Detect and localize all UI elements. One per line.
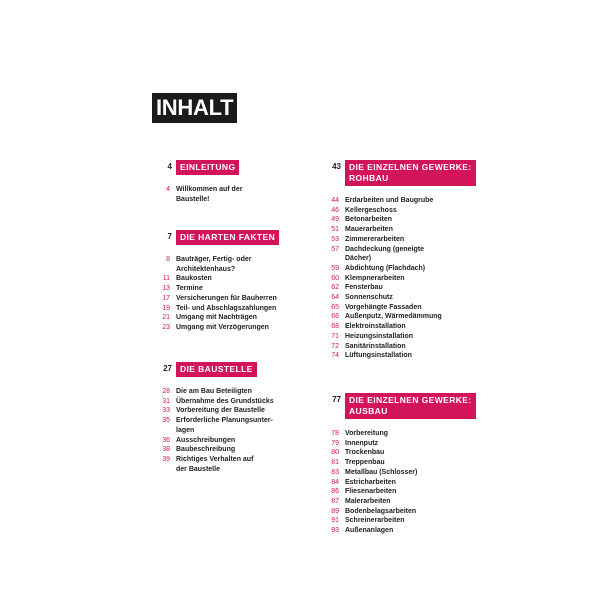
entry-title <box>176 455 253 474</box>
page-title: INHALT <box>152 93 237 123</box>
entry-title-line: Architektenhaus? <box>176 265 236 273</box>
entry-title-line: Elektroinstallation <box>345 323 406 331</box>
section-einleitung <box>144 160 242 204</box>
section-ausbau <box>313 393 476 536</box>
entry-page-number: 36 <box>162 436 170 444</box>
toc-entry <box>313 332 476 342</box>
entry-title <box>345 458 385 468</box>
toc-entry <box>144 436 274 446</box>
entry-page-number: 46 <box>331 206 339 214</box>
entry-title-line: Fliesenarbeiten <box>345 488 397 496</box>
entry-title <box>345 342 406 352</box>
entry-page-number: 53 <box>331 235 339 243</box>
entry-page-number: 79 <box>331 439 339 447</box>
entry-title-line: Baukosten <box>176 275 212 283</box>
section-title <box>345 160 476 186</box>
entry-title-line: Richtiges Verhalten auf <box>176 455 254 463</box>
entry-page-number: 49 <box>331 216 339 224</box>
entry-title <box>176 313 257 323</box>
entry-title <box>345 293 393 303</box>
entry-title-line: Erforderliche Planungsunter- <box>176 417 273 425</box>
entry-page-number: 66 <box>331 313 339 321</box>
toc-entry <box>144 445 274 455</box>
entry-title-line: Versicherungen für Bauherren <box>176 294 277 302</box>
section-heading <box>313 160 476 186</box>
entry-title-line: Erdarbeiten und Baugrube <box>345 197 434 204</box>
entry-title <box>176 284 203 294</box>
entry-page-number: 65 <box>331 303 339 311</box>
section-title-line: AUSBAU <box>349 406 388 416</box>
entry-title-line: Bodenbelagsarbeiten <box>345 507 417 515</box>
section-page-number: 43 <box>332 162 341 171</box>
entry-title <box>345 215 392 225</box>
entry-page-number: 62 <box>331 284 339 292</box>
toc-entry <box>313 507 476 517</box>
entry-page-number: 21 <box>162 314 170 322</box>
entry-list <box>144 255 279 333</box>
section-heading <box>313 393 476 419</box>
entry-title <box>345 429 388 439</box>
toc-entry <box>313 439 476 449</box>
entry-title-line: Fensterbau <box>345 284 383 292</box>
entry-page-number: 93 <box>331 527 339 535</box>
entry-title-line: Treppenbau <box>345 459 385 467</box>
entry-title-line: Lüftungsinstallation <box>345 352 412 360</box>
entry-list <box>313 196 476 361</box>
entry-title-line: Betonarbeiten <box>345 216 393 224</box>
entry-title <box>345 312 442 322</box>
entry-page-number: 74 <box>331 352 339 360</box>
section-heading <box>144 230 279 245</box>
entry-title <box>176 436 235 446</box>
entry-title-line: Umgang mit Verzögerungen <box>176 323 269 331</box>
entry-page-number: 19 <box>162 304 170 312</box>
entry-page-number: 35 <box>162 417 170 425</box>
section-title <box>176 160 239 175</box>
entry-page-number: 13 <box>162 285 170 293</box>
entry-title-line: Teil- und Abschlagszahlungen <box>176 304 277 312</box>
entry-title-line: Ausschreibungen <box>176 436 236 444</box>
entry-page-number: 28 <box>162 388 170 395</box>
toc-entry <box>144 313 279 323</box>
entry-page-number: 39 <box>162 455 170 463</box>
entry-title <box>176 274 212 284</box>
toc-entry <box>313 274 476 284</box>
entry-page-number: 71 <box>331 332 339 340</box>
toc-entry <box>313 322 476 332</box>
toc-entry <box>144 406 274 416</box>
entry-title <box>176 255 251 274</box>
toc-entry <box>313 245 476 264</box>
entry-page-number: 64 <box>331 294 339 302</box>
entry-title <box>345 206 397 216</box>
toc-entry <box>144 185 242 204</box>
section-title <box>345 393 476 419</box>
toc-entry <box>144 284 279 294</box>
entry-title-line: Bauträger, Fertig- oder <box>176 256 252 263</box>
entry-title-line: Heizungsinstallation <box>345 332 414 340</box>
entry-page-number: 78 <box>331 430 339 437</box>
entry-page-number: 91 <box>331 517 339 525</box>
entry-title <box>345 264 425 274</box>
toc-entry <box>313 487 476 497</box>
entry-title <box>345 497 391 507</box>
entry-title-line: Estricharbeiten <box>345 478 396 486</box>
entry-page-number: 31 <box>162 397 170 405</box>
entry-page-number: 4 <box>166 186 170 193</box>
entry-title <box>345 283 383 293</box>
toc-entry <box>313 225 476 235</box>
entry-title <box>176 304 276 314</box>
entry-page-number: 17 <box>162 294 170 302</box>
entry-title-line: Vorbereitung der Baustelle <box>176 407 265 415</box>
entry-title-line: Mauerarbeiten <box>345 226 393 234</box>
entry-title-line: Umgang mit Nachträgen <box>176 314 257 322</box>
section-title-line: ROHBAU <box>349 173 389 183</box>
entry-page-number: 81 <box>331 459 339 467</box>
section-title <box>176 362 257 377</box>
entry-title-line: Vorbereitung <box>345 430 389 437</box>
entry-title <box>345 351 412 361</box>
entry-page-number: 87 <box>331 497 339 505</box>
section-title-line: DIE EINZELNEN GEWERKE: <box>349 395 472 405</box>
toc-entry <box>144 397 274 407</box>
entry-page-number: 72 <box>331 342 339 350</box>
entry-list <box>313 429 476 536</box>
entry-title-line: lagen <box>176 426 195 434</box>
entry-title-line: Schreinerarbeiten <box>345 517 405 525</box>
entry-page-number: 38 <box>162 446 170 454</box>
toc-entry <box>144 294 279 304</box>
entry-page-number: 80 <box>331 449 339 457</box>
entry-title <box>345 478 396 488</box>
toc-entry <box>313 351 476 361</box>
entry-title-line: Kellergeschoss <box>345 206 397 214</box>
toc-entry <box>313 497 476 507</box>
entry-page-number: 11 <box>162 275 170 283</box>
toc-entry <box>313 342 476 352</box>
section-harte-fakten <box>144 230 279 333</box>
entry-title-line: Zimmererarbeiten <box>345 235 405 243</box>
entry-title <box>345 526 393 536</box>
section-heading <box>144 362 274 377</box>
section-title-line: DIE BAUSTELLE <box>180 364 253 374</box>
toc-entry <box>144 274 279 284</box>
entry-title <box>345 274 405 284</box>
entry-title <box>345 448 384 458</box>
toc-entry <box>144 255 279 274</box>
toc-entry <box>313 478 476 488</box>
toc-entry <box>313 215 476 225</box>
toc-entry <box>313 448 476 458</box>
toc-entry <box>144 416 274 435</box>
entry-title-line: Innenputz <box>345 439 379 447</box>
section-title-line: EINLEITUNG <box>180 162 236 172</box>
entry-page-number: 59 <box>331 264 339 272</box>
entry-page-number: 60 <box>331 274 339 282</box>
toc-entry <box>313 526 476 536</box>
entry-title-line: Abdichtung (Flachdach) <box>345 264 426 272</box>
entry-title <box>176 185 242 204</box>
entry-title <box>176 387 252 397</box>
toc-entry <box>144 387 274 397</box>
entry-page-number: 68 <box>331 323 339 331</box>
toc-entry <box>313 516 476 526</box>
toc-entry <box>313 429 476 439</box>
entry-title <box>176 416 273 435</box>
toc-entry <box>313 235 476 245</box>
toc-entry <box>313 196 476 206</box>
entry-title-line: Sanitärinstallation <box>345 342 406 350</box>
entry-title-line: Termine <box>176 285 203 293</box>
section-title <box>176 230 279 245</box>
section-page-number: 77 <box>332 395 341 404</box>
entry-title <box>345 507 416 517</box>
entry-page-number: 8 <box>166 256 170 263</box>
toc-entry <box>313 468 476 478</box>
entry-title <box>345 487 396 497</box>
section-rohbau <box>313 160 476 361</box>
section-title-line: DIE EINZELNEN GEWERKE: <box>349 162 472 172</box>
section-page-number: 27 <box>163 364 172 373</box>
entry-title-line: Trockenbau <box>345 449 385 457</box>
section-heading <box>144 160 242 175</box>
entry-title-line: Willkommen auf der <box>176 186 243 193</box>
entry-page-number: 83 <box>331 468 339 476</box>
section-title-line: DIE HARTEN FAKTEN <box>180 232 276 242</box>
entry-title-line: Übernahme des Grundstücks <box>176 397 274 405</box>
entry-page-number: 89 <box>331 507 339 515</box>
entry-title <box>345 332 413 342</box>
entry-title <box>345 322 406 332</box>
section-baustelle <box>144 362 274 474</box>
entry-list <box>144 387 274 474</box>
entry-title <box>176 445 235 455</box>
entry-page-number: 23 <box>162 323 170 331</box>
entry-title <box>345 468 417 478</box>
entry-title-line: Metallbau (Schlosser) <box>345 468 418 476</box>
entry-title <box>176 406 265 416</box>
toc-entry <box>313 283 476 293</box>
entry-title-line: Sonnenschutz <box>345 294 393 302</box>
entry-title <box>176 397 274 407</box>
entry-title-line: der Baustelle <box>176 465 220 473</box>
entry-page-number: 33 <box>162 407 170 415</box>
toc-entry <box>313 312 476 322</box>
section-page-number: 4 <box>167 162 172 171</box>
entry-title-line: Außenanlagen <box>345 527 394 535</box>
entry-title-line: Malerarbeiten <box>345 497 391 505</box>
entry-title-line: Dachdeckung (geneigte <box>345 245 424 253</box>
toc-entry <box>313 293 476 303</box>
toc-entry <box>313 206 476 216</box>
entry-title-line: Vorgehängte Fassaden <box>345 303 422 311</box>
entry-title-line: Außenputz, Wärmedämmung <box>345 313 442 321</box>
section-page-number: 7 <box>167 232 172 241</box>
entry-title-line: Die am Bau Beteiligten <box>176 388 252 395</box>
entry-title-line: Klempnerarbeiten <box>345 274 405 282</box>
entry-page-number: 84 <box>331 478 339 486</box>
entry-title <box>345 245 424 264</box>
entry-title <box>176 294 277 304</box>
toc-entry <box>313 303 476 313</box>
entry-page-number: 57 <box>331 245 339 253</box>
entry-list <box>144 185 242 204</box>
entry-title <box>345 196 433 206</box>
toc-entry <box>144 304 279 314</box>
entry-title-line: Dächer) <box>345 255 372 263</box>
toc-entry <box>144 323 279 333</box>
toc-entry <box>313 264 476 274</box>
entry-title <box>345 235 404 245</box>
entry-title <box>345 225 393 235</box>
entry-title <box>345 303 422 313</box>
entry-title <box>176 323 269 333</box>
entry-title-line: Baubeschreibung <box>176 446 236 454</box>
toc-entry <box>144 455 274 474</box>
entry-page-number: 86 <box>331 488 339 496</box>
entry-title <box>345 516 405 526</box>
entry-page-number: 44 <box>331 197 339 204</box>
entry-title <box>345 439 378 449</box>
entry-title-line: Baustelle! <box>176 195 210 203</box>
toc-entry <box>313 458 476 468</box>
entry-page-number: 51 <box>331 226 339 234</box>
